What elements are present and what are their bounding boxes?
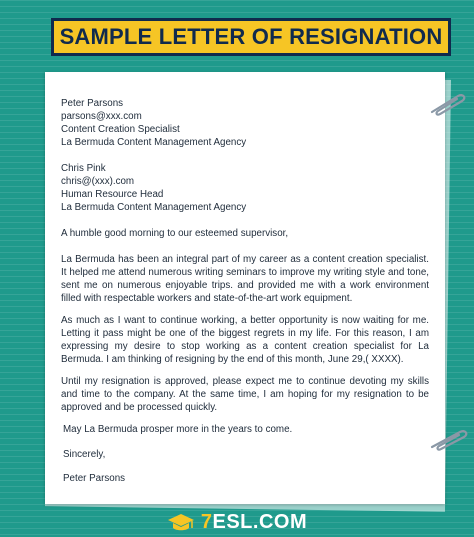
footer-logo — [0, 508, 474, 537]
letter-sheet — [45, 72, 445, 504]
recipient-name: Chris Pink — [61, 163, 106, 174]
page-title: SAMPLE LETTER OF RESIGNATION — [59, 24, 443, 49]
letter-body — [61, 97, 429, 485]
paragraph-career: La Bermuda has been an integral part of my career as a content creation specialist. It helped me attend numerous writing seminars to improve my writing style and tone, sent me on numerous enjoyable trips. and provided me with a work environment filled with respectable workers and state-of-the-art work equipment. — [61, 254, 429, 304]
logo-wordmark: ESL.COM — [212, 511, 308, 533]
recipient-role: Human Resource Head — [61, 189, 164, 200]
graduation-cap-icon — [167, 512, 195, 534]
title-banner — [51, 18, 451, 56]
logo-prefix: 7 — [200, 511, 213, 533]
sender-block — [61, 97, 429, 149]
signature: Peter Parsons — [63, 473, 126, 484]
paperclip-bottom-icon — [428, 425, 470, 455]
sender-name: Peter Parsons — [61, 98, 124, 109]
recipient-company: La Bermuda Content Management Agency — [61, 202, 247, 213]
paperclip-top-icon — [428, 90, 468, 120]
logo-text — [201, 511, 307, 534]
greeting: A humble good morning to our esteemed supervisor, — [61, 228, 289, 239]
recipient-block — [61, 162, 429, 214]
sender-role: Content Creation Specialist — [61, 124, 180, 135]
sender-company: La Bermuda Content Management Agency — [61, 137, 247, 148]
sender-email: parsons@xxx.com — [61, 111, 142, 122]
paragraph-opportunity: As much as I want to continue working, a better opportunity is now waiting for me. Letting it pass might be one of the biggest regrets in my life. For this reason, I am expressing my desire to stop working as a content creation specialist for La Bermuda. I am thinking of resigning by the end of this month, June 29,( XXXX). — [61, 315, 429, 365]
closing-wish: May La Bermuda prosper more in the years to come. — [63, 424, 293, 435]
closing-salutation: Sincerely, — [63, 449, 106, 460]
recipient-email: chris@(xxx).com — [61, 176, 135, 187]
paragraph-transition: Until my resignation is approved, please expect me to continue devoting my skills and time to the company. At the same time, I am hoping for my resignation to be approved and be processed quickly. — [61, 376, 429, 413]
